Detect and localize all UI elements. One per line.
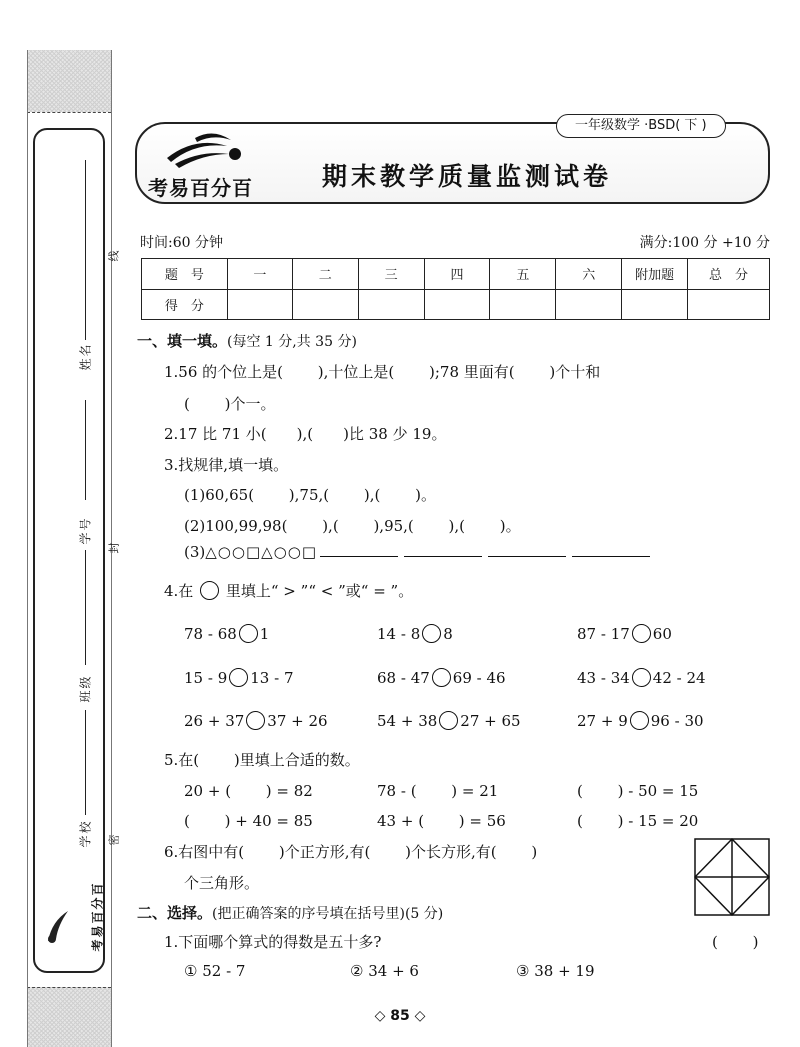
- question-1-line-2: ( )个一。: [184, 395, 276, 413]
- score-cell[interactable]: [622, 289, 688, 320]
- compare-left: 15 - 9: [184, 669, 228, 687]
- compare-left: 26 + 37: [184, 712, 245, 730]
- compare-right: 96 - 30: [650, 712, 704, 730]
- question-6-line-1: 6.右图中有( )个正方形,有( )个长方形,有( ): [164, 843, 538, 861]
- binding-logo-icon: [44, 905, 72, 945]
- compare-item: [377, 711, 521, 730]
- cut-line-mark-xian: 线: [107, 250, 121, 262]
- compare-circle[interactable]: [229, 668, 248, 687]
- answer-blank[interactable]: [320, 556, 398, 557]
- section-1-title: 一、填一填。: [137, 332, 228, 350]
- fill-equation: 43 + ( ) = 56: [377, 812, 506, 830]
- score-cell[interactable]: [292, 289, 358, 320]
- binding-student-no-label: 学号: [78, 516, 93, 545]
- answer-blank[interactable]: [488, 556, 566, 557]
- binding-strip-top-pattern: [27, 50, 111, 112]
- compare-item: [377, 668, 506, 687]
- page-title: 期末教学质量监测试卷: [322, 162, 613, 191]
- compare-right: 13 - 7: [250, 669, 294, 687]
- score-header-cell: 三: [358, 259, 424, 290]
- compare-item: [184, 668, 294, 687]
- question-1-line-1: 1.56 的个位上是( ),十位上是( );78 里面有( )个十和: [164, 363, 601, 381]
- compare-left: 43 - 34: [577, 669, 630, 687]
- compare-right: 37 + 26: [267, 712, 328, 730]
- section-2-title: 二、选择。: [137, 904, 213, 922]
- school-write-line: [85, 710, 86, 815]
- exam-time: 时间:60 分钟: [140, 235, 223, 251]
- section-1-note: (每空 1 分,共 35 分): [227, 334, 357, 350]
- compare-item: [577, 668, 706, 687]
- compare-right: 27 + 65: [460, 712, 521, 730]
- binding-brand: 考易百分百: [90, 881, 105, 952]
- compare-circle[interactable]: [630, 711, 649, 730]
- compare-circle[interactable]: [246, 711, 265, 730]
- fill-equation: ( ) - 15 = 20: [577, 812, 699, 830]
- compare-circle[interactable]: [239, 624, 258, 643]
- choice-option-3: ③ 38 + 19: [516, 962, 595, 980]
- compare-item: [184, 624, 269, 643]
- compare-circle[interactable]: [632, 668, 651, 687]
- compare-left: 14 - 8: [377, 625, 421, 643]
- score-cell[interactable]: [227, 289, 292, 320]
- binding-dash-bottom: [27, 987, 111, 988]
- binding-info-box: [33, 128, 105, 973]
- page-number: ◇ 85 ◇: [374, 1008, 426, 1024]
- binding-edge-left: [27, 50, 28, 1047]
- brand-logo-icon: [165, 128, 245, 174]
- compare-circle[interactable]: [422, 624, 441, 643]
- score-table-score-row: [142, 289, 770, 320]
- cut-line-mark-feng: 封: [107, 542, 121, 554]
- compare-left: 54 + 38: [377, 712, 438, 730]
- question-4: [164, 580, 413, 601]
- score-row-label: 得 分: [142, 289, 228, 320]
- compare-right: 1: [259, 625, 270, 643]
- full-score: 满分:100 分 +10 分: [639, 235, 770, 251]
- score-cell[interactable]: [490, 289, 556, 320]
- question-4-text-b: 里填上“ > ”“ < ”或“ = ”。: [225, 582, 414, 600]
- score-header-cell: 附加题: [622, 259, 688, 290]
- fill-equation: ( ) + 40 = 85: [184, 812, 313, 830]
- cut-line-mark-mi: 密: [107, 834, 121, 846]
- question-4-text-a: 4.在: [164, 582, 194, 600]
- shape-pattern: △○○□△○○□: [205, 543, 318, 561]
- question-3-3-prefix: (3): [184, 543, 206, 561]
- binding-dash-top: [27, 112, 111, 113]
- score-header-cell: 题 号: [142, 259, 228, 290]
- compare-left: 87 - 17: [577, 625, 630, 643]
- question-3: 3.找规律,填一填。: [164, 456, 289, 474]
- compare-right: 42 - 24: [652, 669, 706, 687]
- fill-equation: 78 - ( ) = 21: [377, 782, 499, 800]
- class-write-line: [85, 550, 86, 665]
- choice-option-1: ① 52 - 7: [184, 962, 246, 980]
- answer-bracket[interactable]: ( ): [712, 933, 759, 951]
- compare-item: [184, 711, 328, 730]
- binding-school-label: 学校: [78, 819, 93, 848]
- brand-name: 考易百分百: [148, 176, 253, 200]
- section-2-heading: [137, 902, 443, 923]
- score-header-cell: 四: [424, 259, 490, 290]
- question-3-2: (2)100,99,98( ),( ),95,( ),( )。: [184, 517, 521, 535]
- binding-name-label: 姓名: [78, 342, 93, 371]
- score-header-cell: 六: [556, 259, 622, 290]
- compare-right: 60: [652, 625, 672, 643]
- score-header-cell: 一: [227, 259, 292, 290]
- question-3-1: (1)60,65( ),75,( ),( )。: [184, 486, 436, 504]
- compare-item: [577, 711, 704, 730]
- question-6-line-2: 个三角形。: [184, 874, 260, 892]
- compare-left: 68 - 47: [377, 669, 430, 687]
- section-1-heading: [137, 330, 357, 351]
- name-write-line: [85, 160, 86, 340]
- compare-item: [377, 624, 453, 643]
- choice-option-2: ② 34 + 6: [350, 962, 419, 980]
- compare-circle[interactable]: [439, 711, 458, 730]
- compare-left: 27 + 9: [577, 712, 628, 730]
- question-5: 5.在( )里填上合适的数。: [164, 751, 360, 769]
- compare-right: 69 - 46: [452, 669, 506, 687]
- score-table: [141, 258, 770, 320]
- choice-question-1: 1.下面哪个算式的得数是五十多?: [164, 933, 382, 951]
- square-triangle-figure: [694, 838, 770, 916]
- score-header-cell: 五: [490, 259, 556, 290]
- compare-left: 78 - 68: [184, 625, 237, 643]
- fill-equation: ( ) - 50 = 15: [577, 782, 699, 800]
- question-2: 2.17 比 71 小( ),( )比 38 少 19。: [164, 425, 447, 443]
- question-3-3: [184, 543, 653, 561]
- score-cell[interactable]: [358, 289, 424, 320]
- answer-blank[interactable]: [404, 556, 482, 557]
- circle-icon: [200, 581, 219, 600]
- fill-equation: 20 + ( ) = 82: [184, 782, 313, 800]
- compare-right: 8: [443, 625, 453, 643]
- score-cell[interactable]: [424, 289, 490, 320]
- binding-class-label: 班级: [78, 674, 93, 703]
- section-2-note: (把正确答案的序号填在括号里)(5 分): [212, 906, 444, 922]
- student-no-write-line: [85, 400, 86, 500]
- score-header-cell: 总 分: [688, 259, 770, 290]
- score-cell[interactable]: [556, 289, 622, 320]
- score-cell[interactable]: [688, 289, 770, 320]
- answer-blank[interactable]: [572, 556, 650, 557]
- grade-tag: 一年级数学 ·BSD( 下 ): [556, 114, 726, 138]
- compare-circle[interactable]: [632, 624, 651, 643]
- compare-item: [577, 624, 672, 643]
- score-header-cell: 二: [292, 259, 358, 290]
- compare-circle[interactable]: [432, 668, 451, 687]
- score-table-header-row: [142, 259, 770, 290]
